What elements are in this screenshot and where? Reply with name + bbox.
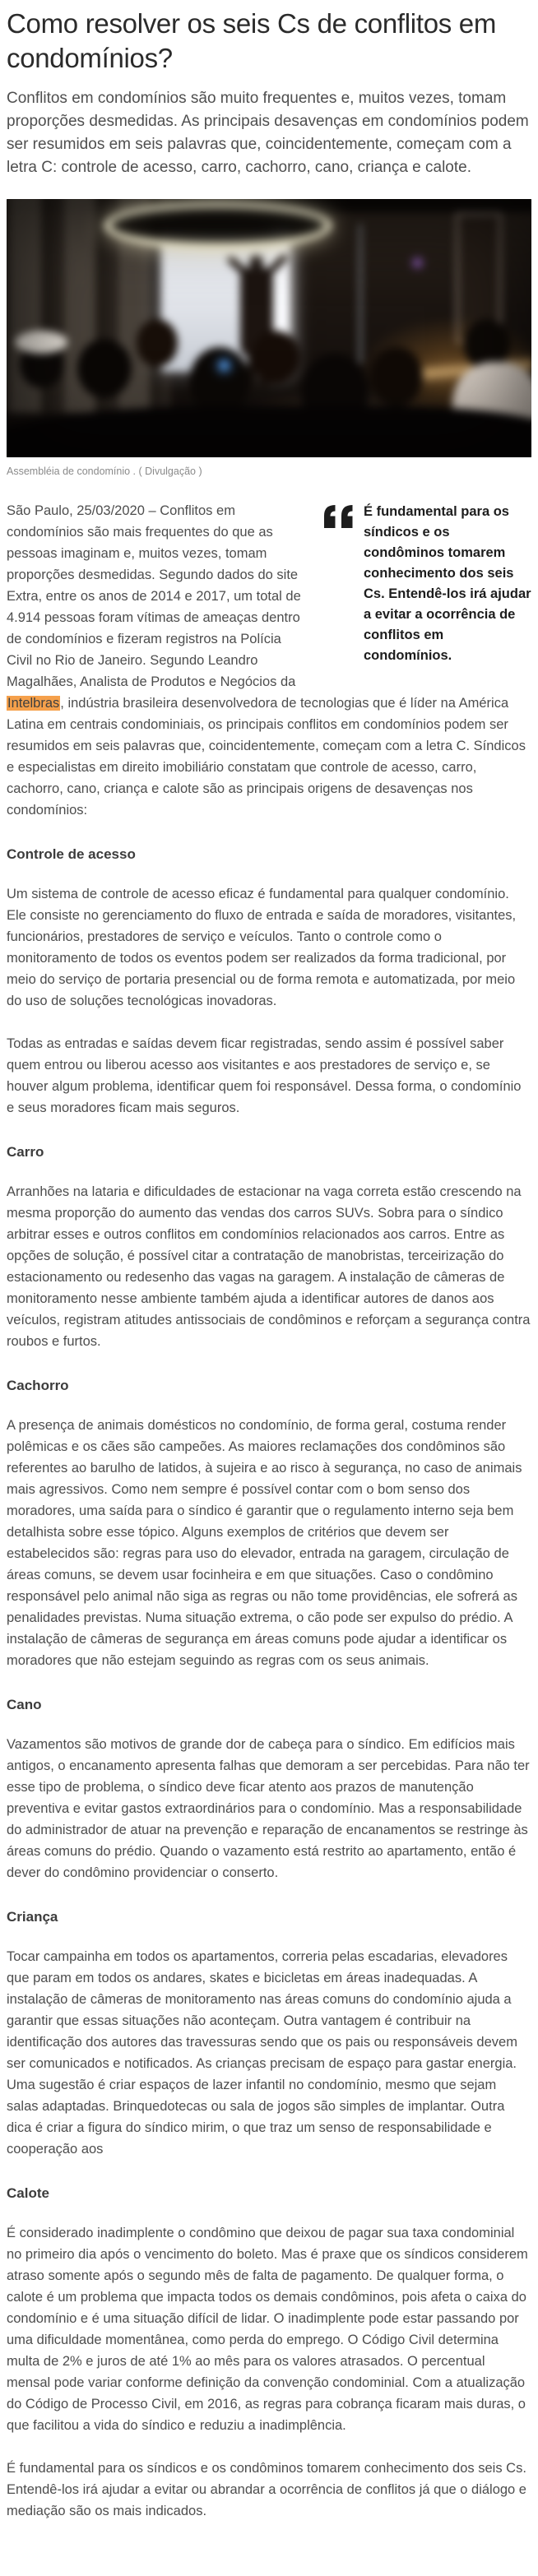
section-paragraph: Um sistema de controle de acesso eficaz é fundamental para qualquer condomínio. Ele consiste no gerenciamento do fluxo de entrada e saída de moradores, visitantes, funcionários, prestadores de serviço e veículos. Tanto o controle como o monitoramento de todos os eventos podem ser realizados da forma tradicional, por meio do serviço de portaria presencial ou de forma remota e automatizada, por meio do uso de soluções tecnológicas inovadoras. (7, 887, 517, 1008)
section-paragraph: É considerado inadimplente o condômino que deixou de pagar sua taxa condominial no primeiro dia após o vencimento do boleto. Mas é praxe que os síndicos considerem atraso somente após o segundo mês de falta de pagamento. De qualquer forma, o calote é um problema que impacta todos os demais condôminos, pois afeta o caixa do condomínio e é uma situação difícil de lidar. O inadimplente pode estar passando por uma dificuldade momentânea, como perda do emprego. O Código Civil determina multa de 2% e juros de até 1% ao mês para os valores atrasados. O percentual mensal pode variar conforme definição da convenção condominial. Com a atualização do Código de Processo Civil, em 2016, as regras para cobrança ficaram mais duras, o que facilitou a vida do síndico e reduziu a inadimplência. (7, 2226, 528, 2433)
article-lede: Conflitos em condomínios são muito frequentes e, muitos vezes, tomam proporções desmedidas. As principais desavenças em condomínios podem ser resumidos em seis palavras que, coincidentemente, começam com a letra C: controle de acesso, carro, cachorro, cano, criança e calote. (7, 90, 529, 176)
pullquote (324, 502, 531, 666)
section-carro (7, 1143, 531, 1352)
pullquote-text: É fundamental para os síndicos e os condôminos tomarem conhecimento dos seis Cs. Entendê-los irá ajudar a evitar a ocorrência de conflitos em condomínios. (364, 504, 531, 663)
section-heading: Carro (7, 1144, 44, 1160)
image-caption: Assembléia de condomínio . ( Divulgação ) (7, 466, 202, 477)
intro-text-after: , indústria brasileira desenvolvedora de tecnologias que é líder na América Latina em centrais condominiais, os principais conflitos em condomínios podem ser resumidos em seis palavras que, coincidentemente, começam com a letra C. Síndicos e especialistas em direito imobiliário constatam que controle de acesso, carro, cachorro, cano, criança e calote são as principais origens de desavenças nos condomínios: (7, 696, 526, 818)
section-paragraph: A presença de animais domésticos no condomínio, de forma geral, costuma render polêmicas e os cães são campeões. As maiores reclamações dos condôminos são referentes ao barulho de latidos, à sujeira e ao risco à segurança, no caso de animais mais agressivos. Como nem sempre é possível contar com o bom senso dos moradores, uma saída para o síndico é garantir que o regulamento interno seja bem detalhista sobre esse tópico. Alguns exemplos de critérios que devem ser estabelecidos são: regras para uso do elevador, entrada na garagem, circulação de áreas comuns, se devem usar focinheira e em que situações. Caso o condômino responsável pelo animal não siga as regras ou não tome providências, ele sofrerá as penalidades previstas. Numa situação extrema, o cão pode ser expulso do prédio. A instalação de câmeras de segurança em áreas comuns pode ajudar a identificar os moradores que não estejam seguindo as regras com os seus animais. (7, 1418, 522, 1668)
section-heading: Criança (7, 1909, 58, 1925)
section-heading: Calote (7, 2185, 49, 2201)
section-paragraph: Vazamentos são motivos de grande dor de cabeça para o síndico. Em edifícios mais antigos, o encanamento apresenta falhas que demoram a ser percebidas. Para não ter esse tipo de problema, o síndico deve ficar atento aos prazos de manutenção preventiva e evitar gastos extraordinários para o condomínio. Mas a responsabilidade do administrador de atuar na prevenção e reparação de encanamentos se restringe às áreas comuns do prédio. Quando o vazamento está restrito ao apartamento, então é dever do condômino providenciar o conserto. (7, 1737, 530, 1880)
hero-figure (7, 199, 531, 478)
hero-image (7, 199, 531, 457)
section-paragraph: Todas as entradas e saídas devem ficar registradas, sendo assim é possível saber quem entrou ou liberou acesso aos visitantes e aos prestadores de serviço e, se houver algum problema, identificar quem foi responsável. Dessa forma, o condomínio e seus moradores ficam mais seguros. (7, 1036, 522, 1115)
section-heading: Controle de acesso (7, 846, 136, 862)
section-cano (7, 1696, 531, 1883)
page-title: Como resolver os seis Cs de conflitos em condomínios? (7, 8, 497, 73)
section-cachorro (7, 1377, 531, 1671)
section-heading: Cachorro (7, 1378, 69, 1393)
intro-text-before: São Paulo, 25/03/2020 – Conflitos em condomínios são mais frequentes do que as pessoas imaginam e, muitos vezes, tomam proporções desmedidas. Segundo dados do site Extra, entre os anos de 2014 e 2017, um total de 4.914 pessoas foram vítimas de ameaças dentro de condomínios e fizeram registros na Polícia Civil no Rio de Janeiro. Segundo Leandro Magalhães, Analista de Produtos e Negócios da (7, 503, 301, 689)
section-heading: Cano (7, 1697, 42, 1712)
section-paragraph: Arranhões na lataria e dificuldades de estacionar na vaga correta estão crescendo na mesma proporção do aumento das vendas dos carros SUVs. Sobra para o síndico arbitrar esses e outros conflitos em condomínios relacionados aos carros. Entre as opções de solução, é possível citar a contratação de manobristas, terceirização do estacionamento ou redesenho das vagas na garagem. A instalação de câmeras de monitoramento nesse ambiente também ajuda a identificar autores de danos aos veículos, registram atitudes antissociais de condôminos e reforçam a segurança contra roubos e furtos. (7, 1184, 531, 1349)
section-calote (7, 2185, 531, 2436)
closing-paragraph: É fundamental para os síndicos e os condôminos tomarem conhecimento dos seis Cs. Entendê-los irá ajudar a evitar ou abrandar a ocorrência de conflitos já que o diálogo e mediação são os mais indicados. (7, 2461, 526, 2518)
article-body (7, 500, 531, 2522)
quote-icon (324, 505, 354, 528)
intelbras-highlight: Intelbras (7, 696, 60, 711)
section-paragraph: Tocar campainha em todos os apartamentos, correria pelas escadarias, elevadores que param em todos os andares, skates e bicicletas em áreas inadequadas. A instalação de câmeras de monitoramento nas áreas comuns do condomínio ajuda a garantir que essas situações não aconteçam. Outra vantagem é contribuir na identificação dos autores das travessuras sendo que os pais ou responsáveis devem ser comunicados e notificados. As crianças precisam de espaço para gastar energia. Uma sugestão é criar espaços de lazer infantil no condomínio, mesmo que sejam salas adaptadas. Brinquedotecas ou sala de jogos são simples de implantar. Outra dica é criar a figura do síndico mirim, o que traz um senso de responsabilidade e cooperação aos (7, 1949, 517, 2157)
section-crianca (7, 1908, 531, 2160)
section-controle-de-acesso (7, 846, 531, 1119)
